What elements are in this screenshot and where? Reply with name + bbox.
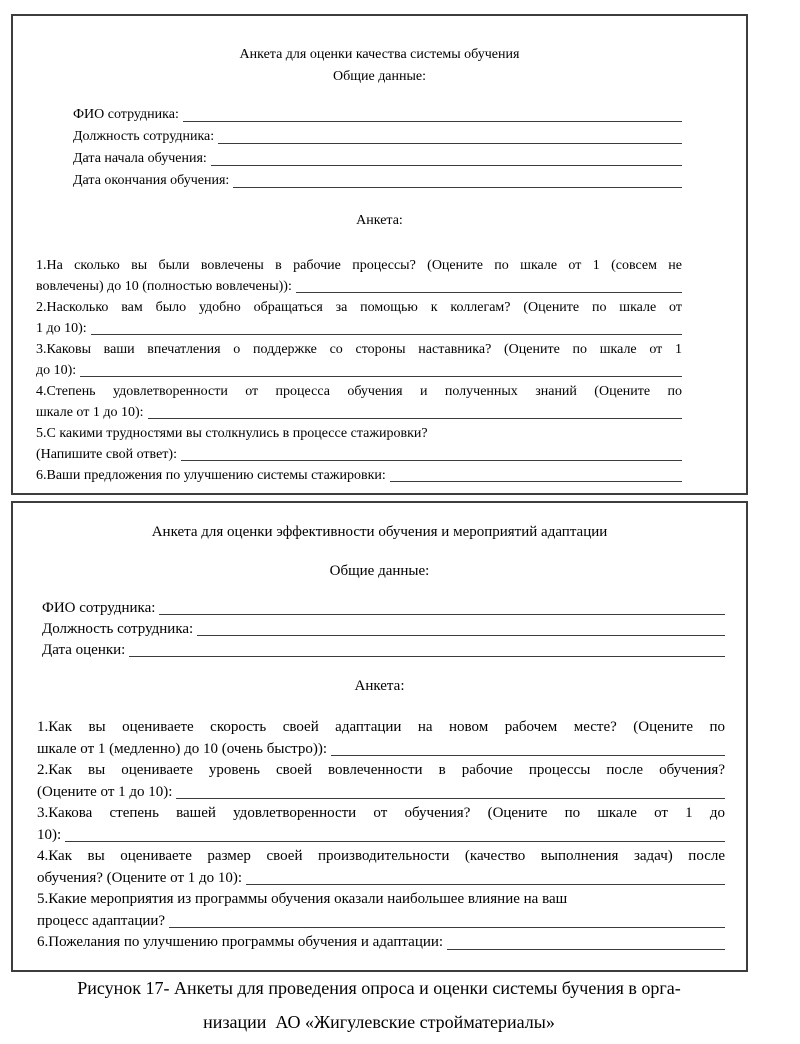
question-line: 2.Как вы оцениваете уровень своей вовлеченности в рабочие процессы после обучения? xyxy=(37,762,725,778)
question-text: 6.Пожелания по улучшению программы обучения и адаптации: xyxy=(37,934,444,950)
field-label: ФИО сотрудника: xyxy=(73,107,179,122)
form-title: Анкета для оценки качества системы обучения xyxy=(239,47,520,62)
question-text: процесс адаптации? xyxy=(37,912,166,929)
question-list xyxy=(37,717,725,954)
question-line: 3.Каковы ваши впечатления о поддержке со стороны наставника? (Оцените по шкале от 1 xyxy=(36,342,682,357)
questionnaire-effectiveness-form xyxy=(11,501,748,972)
blank-line xyxy=(176,782,725,800)
blank-line xyxy=(233,170,682,188)
form-title: Анкета для оценки эффективности обучения и мероприятий адаптации xyxy=(151,524,608,540)
question-text: обучения? (Оцените от 1 до 10): xyxy=(37,869,243,886)
blank-line xyxy=(169,911,725,929)
field-label: Дата начала обучения: xyxy=(73,151,207,166)
question-text: шкале от 1 до 10): xyxy=(36,405,144,420)
figure-caption xyxy=(0,977,758,1033)
blank-line xyxy=(390,465,682,482)
figure-caption-line2: низации АО «Жигулевские стройматериалы» xyxy=(203,1012,555,1032)
questionnaire-quality-form xyxy=(11,14,748,495)
question-line xyxy=(37,782,725,804)
question-text: 10): xyxy=(37,826,62,843)
blank-line xyxy=(218,126,682,144)
blank-line xyxy=(159,598,725,615)
question-text: шкале от 1 (медленно) до 10 (очень быстро)): xyxy=(37,740,327,757)
blank-line xyxy=(296,276,682,293)
question-line xyxy=(36,276,682,297)
blank-line xyxy=(148,402,682,419)
question-line xyxy=(37,868,725,890)
field-label: ФИО сотрудника: xyxy=(42,600,156,616)
question-line: 3.Какова степень вашей удовлетворенности от обучения? (Оцените по шкале от 1 до xyxy=(37,805,725,821)
question-line: 1.Как вы оцениваете скорость своей адаптации на новом рабочем месте? (Оцените по xyxy=(37,719,725,735)
field-row-position xyxy=(73,126,682,148)
general-data-fields xyxy=(73,104,682,192)
question-line xyxy=(37,739,725,761)
field-label: Дата окончания обучения: xyxy=(73,173,230,188)
blank-line xyxy=(183,104,682,122)
question-line xyxy=(37,932,725,954)
field-row-eval-date xyxy=(42,640,725,661)
question-line: 4.Как вы оцениваете размер своей производительности (качество выполнения задач) после xyxy=(37,848,725,864)
question-line xyxy=(36,465,682,486)
blank-line xyxy=(181,444,682,461)
field-row-start-date xyxy=(73,148,682,170)
questionnaire-heading: Анкета: xyxy=(354,678,405,694)
question-line xyxy=(36,402,682,423)
general-data-heading: Общие данные: xyxy=(332,69,427,84)
question-line: 5.С какими трудностями вы столкнулись в процессе стажировки? xyxy=(36,426,428,441)
question-line: 2.Насколько вам было удобно обращаться за помощью к коллегам? (Оцените по шкале от xyxy=(36,300,682,315)
question-text: вовлечены) до 10 (полностью вовлечены)): xyxy=(36,279,292,294)
field-label: Должность сотрудника: xyxy=(73,129,215,144)
question-line xyxy=(36,444,682,465)
field-label: Дата оценки: xyxy=(42,642,126,658)
blank-line xyxy=(91,318,682,335)
question-line: 1.На сколько вы были вовлечены в рабочие процессы? (Оцените по шкале от 1 (совсем не xyxy=(36,258,682,273)
question-text: (Напишите свой ответ): xyxy=(36,447,177,462)
blank-line xyxy=(129,640,725,657)
question-text: до 10): xyxy=(36,363,77,378)
question-line: 5.Какие мероприятия из программы обучения оказали наибольшее влияние на ваш xyxy=(37,891,568,907)
question-line xyxy=(36,360,682,381)
figure-caption-line1: Рисунок 17- Анкеты для проведения опроса и оценки системы бучения в орга- xyxy=(77,978,681,998)
blank-line xyxy=(447,932,725,950)
question-line xyxy=(37,911,725,933)
blank-line xyxy=(211,148,682,166)
general-data-heading: Общие данные: xyxy=(329,563,430,579)
field-row-end-date xyxy=(73,170,682,192)
field-label: Должность сотрудника: xyxy=(42,621,194,637)
field-row-position xyxy=(42,619,725,640)
question-text: (Оцените от 1 до 10): xyxy=(37,783,173,800)
blank-line xyxy=(197,619,725,636)
field-row-fio xyxy=(73,104,682,126)
blank-line xyxy=(80,360,682,377)
question-text: 1 до 10): xyxy=(36,321,87,336)
question-line xyxy=(36,318,682,339)
question-list xyxy=(36,255,682,486)
blank-line xyxy=(65,825,725,843)
general-data-fields xyxy=(42,598,725,661)
questionnaire-heading: Анкета: xyxy=(356,213,403,228)
question-line xyxy=(37,825,725,847)
blank-line xyxy=(246,868,725,886)
question-text: 6.Ваши предложения по улучшению системы стажировки: xyxy=(36,468,386,483)
blank-line xyxy=(331,739,725,757)
field-row-fio xyxy=(42,598,725,619)
question-line: 4.Степень удовлетворенности от процесса обучения и полученных знаний (Оцените по xyxy=(36,384,682,399)
